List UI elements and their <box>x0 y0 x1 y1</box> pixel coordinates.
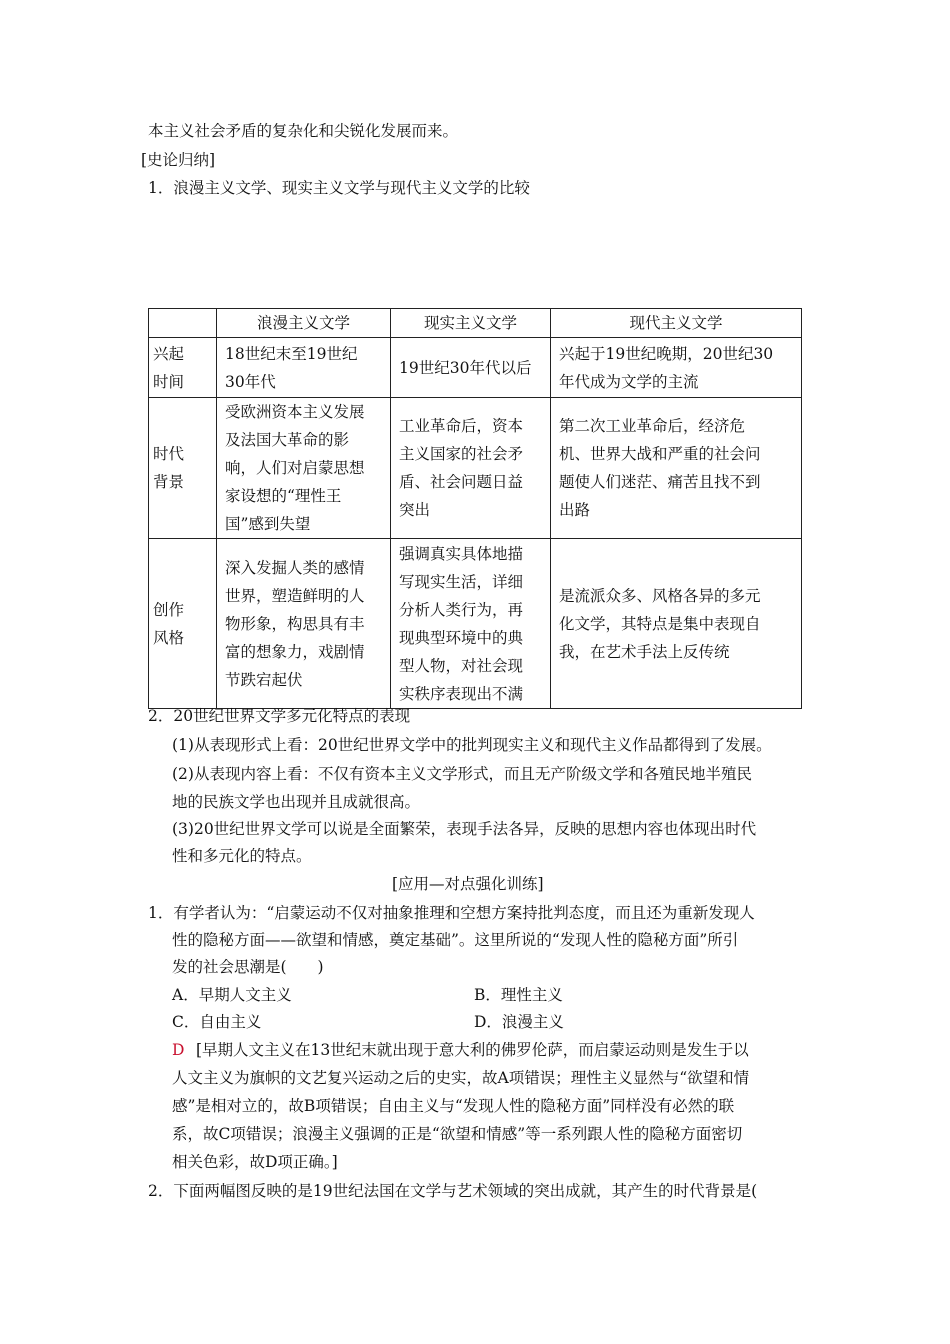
table-cell: 强调真实具体地描 写现实生活，详细 分析人类行为，再 现典型环境中的典 型人物，对社会现 实秩序表现出不满 <box>391 539 551 709</box>
table-cell: 工业革命后，资本 主义国家的社会矛 盾、社会问题日益 突出 <box>391 398 551 539</box>
table-cell: 第二次工业革命后，经济危 机、世界大战和严重的社会问 题使人们迷茫、痛苦且找不到 出路 <box>551 398 802 539</box>
q1-explanation-line-5: 相关色彩，故D项正确。] <box>172 1153 338 1171</box>
table-cell: 兴起于19世纪晚期，20世纪30 年代成为文学的主流 <box>551 338 802 398</box>
table-header-row <box>149 309 802 338</box>
q1-explanation-line-1: [早期人文主义在13世纪末就出现于意大利的佛罗伦萨，而启蒙运动则是发生于以 <box>196 1041 749 1059</box>
row-heading: 兴起 时间 <box>149 338 217 398</box>
table-header-cell: 现代主义文学 <box>551 309 802 338</box>
item2-point-1: (1)从表现形式上看：20世纪世界文学中的批判现实主义和现代主义作品都得到了发展。 <box>172 736 772 754</box>
practice-heading: [应用—对点强化训练] <box>392 875 544 893</box>
row-heading: 创作 风格 <box>149 539 217 709</box>
q1-answer-letter: D <box>172 1041 185 1059</box>
q1-line-3: 发的社会思潮是( ) <box>172 958 324 976</box>
q1-line-1: 1．有学者认为：“启蒙运动不仅对抽象推理和空想方案持批判态度，而且还为重新发现人 <box>148 904 755 922</box>
item2-point-2-line-2: 地的民族文学也出现并且成就很高。 <box>172 793 421 811</box>
table-cell: 受欧洲资本主义发展 及法国大革命的影 响，人们对启蒙思想 家设想的“理性王 国”感到失望 <box>217 398 391 539</box>
q1-option-a: A．早期人文主义 <box>172 986 292 1004</box>
table-header-cell <box>149 309 217 338</box>
q1-option-d: D．浪漫主义 <box>474 1013 564 1031</box>
row-heading: 时代 背景 <box>149 398 217 539</box>
table-row <box>149 398 802 539</box>
item2-title: 2．20世纪世界文学多元化特点的表现 <box>148 707 411 725</box>
table-row <box>149 539 802 709</box>
section-label: [史论归纳] <box>141 151 216 169</box>
q1-line-2: 性的隐秘方面——欲望和情感，奠定基础”。这里所说的“发现人性的隐秘方面”所引 <box>172 931 739 949</box>
item2-point-3-line-2: 性和多元化的特点。 <box>172 847 312 865</box>
table-row <box>149 338 802 398</box>
q2-line-1: 2．下面两幅图反映的是19世纪法国在文学与艺术领域的突出成就，其产生的时代背景是( <box>148 1182 758 1200</box>
table-cell: 深入发掘人类的感情 世界，塑造鲜明的人 物形象，构思具有丰 富的想象力，戏剧情 节跌宕起伏 <box>217 539 391 709</box>
continued-paragraph: 本主义社会矛盾的复杂化和尖锐化发展而来。 <box>148 122 459 140</box>
q1-option-b: B．理性主义 <box>474 986 563 1004</box>
table-cell: 是流派众多、风格各异的多元 化文学，其特点是集中表现自 我，在艺术手法上反传统 <box>551 539 802 709</box>
item2-point-3-line-1: (3)20世纪世界文学可以说是全面繁荣，表现手法各异，反映的思想内容也体现出时代 <box>172 820 757 838</box>
table-cell: 19世纪30年代以后 <box>391 338 551 398</box>
comparison-table <box>148 308 802 709</box>
table-cell: 18世纪末至19世纪 30年代 <box>217 338 391 398</box>
table-header-cell: 现实主义文学 <box>391 309 551 338</box>
item2-point-2-line-1: (2)从表现内容上看：不仅有资本主义文学形式，而且无产阶级文学和各殖民地半殖民 <box>172 765 752 783</box>
q1-explanation-line-2: 人文主义为旗帜的文艺复兴运动之后的史实，故A项错误；理性主义显然与“欲望和情 <box>172 1069 750 1087</box>
q1-explanation-line-3: 感”是相对立的，故B项错误；自由主义与“发现人性的隐秘方面”同样没有必然的联 <box>172 1097 735 1115</box>
q1-explanation-line-4: 系，故C项错误；浪漫主义强调的正是“欲望和情感”等一系列跟人性的隐秘方面密切 <box>172 1125 743 1143</box>
table-header-cell: 浪漫主义文学 <box>217 309 391 338</box>
q1-option-c: C．自由主义 <box>172 1013 262 1031</box>
item1-title: 1．浪漫主义文学、现实主义文学与现代主义文学的比较 <box>148 179 530 197</box>
